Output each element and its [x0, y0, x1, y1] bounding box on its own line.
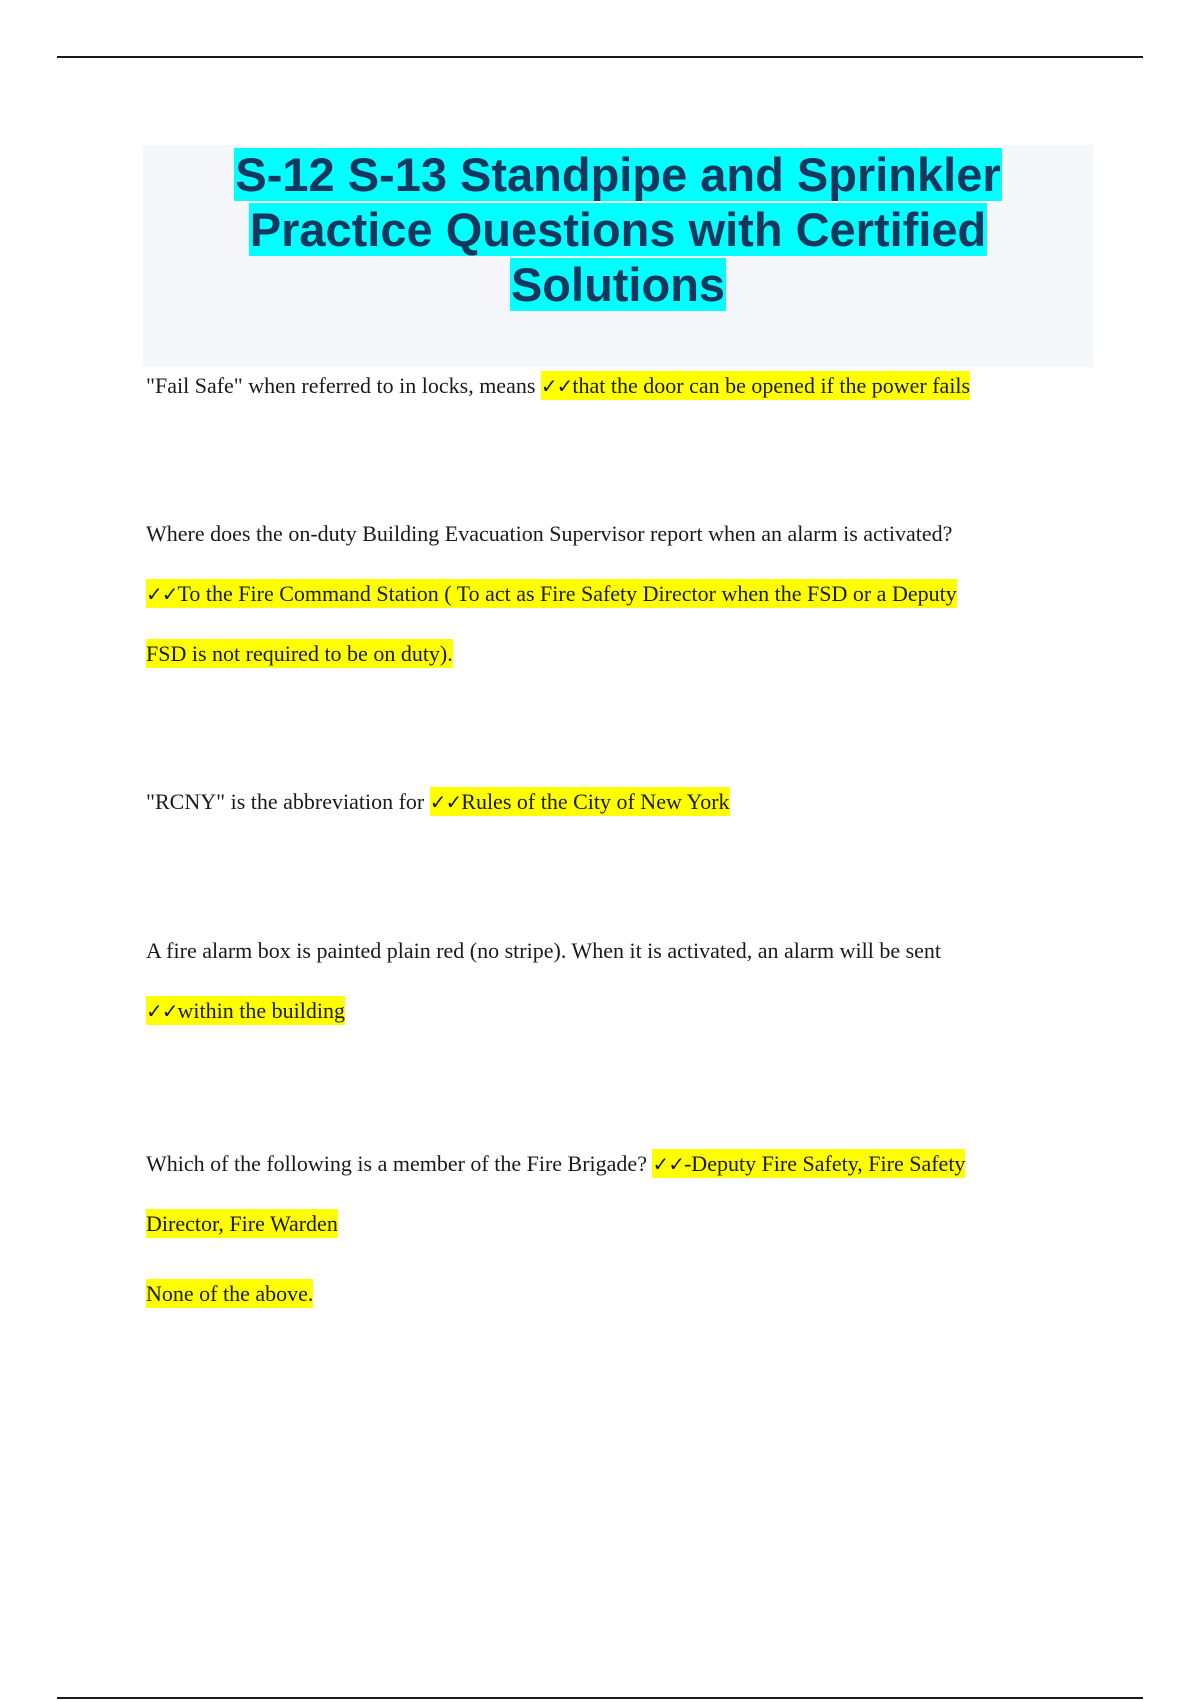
double-check-icon: ✓✓ [146, 582, 178, 606]
qa-item-1 [146, 356, 1066, 416]
answer-highlight [146, 579, 957, 608]
qa-item-2 [146, 504, 1066, 684]
answer-highlight [430, 787, 730, 816]
qa-item-5-extra [146, 1264, 1066, 1324]
title-line-3: Solutions [510, 258, 726, 311]
answer-text-line-3: None of the above. [146, 1281, 314, 1306]
double-check-icon: ✓✓ [540, 374, 573, 398]
double-check-icon: ✓✓ [429, 790, 462, 814]
answer-highlight [146, 996, 345, 1025]
title-line-1: S-12 S-13 Standpipe and Sprinkler [235, 148, 1001, 201]
question-text: Which of the following is a member of the Fire Brigade? [146, 1151, 653, 1176]
question-text: "RCNY" is the abbreviation for [146, 789, 430, 814]
header-rule [57, 56, 1143, 58]
title-line-2: Practice Questions with Certified [249, 203, 987, 256]
double-check-icon: ✓✓ [652, 1152, 684, 1176]
question-text: "Fail Safe" when referred to in locks, means [146, 373, 541, 398]
double-check-icon: ✓✓ [146, 999, 178, 1023]
answer-text: Rules of the City of New York [461, 789, 730, 814]
question-text: A fire alarm box is painted plain red (no stripe). When it is activated, an alarm will be sent [146, 938, 942, 963]
qa-item-3 [146, 772, 1066, 832]
title-box [143, 145, 1093, 367]
answer-text-line-2: FSD is not required to be on duty). [146, 641, 453, 666]
answer-text-line-2: Director, Fire Warden [146, 1211, 338, 1236]
answer-highlight [541, 371, 970, 400]
answer-text: that the door can be opened if the power fails [572, 373, 971, 398]
document-title [143, 145, 1093, 312]
question-text: Where does the on-duty Building Evacuation Supervisor report when an alarm is activated? [146, 521, 953, 546]
answer-text: within the building [177, 998, 345, 1023]
answer-text-line-1: To the Fire Command Station ( To act as Fire Safety Director when the FSD or a Deputy [177, 581, 957, 606]
answer-text-line-1: -Deputy Fire Safety, Fire Safety [683, 1151, 966, 1176]
qa-item-5 [146, 1134, 1066, 1254]
qa-item-4 [146, 921, 1066, 1041]
footer-rule [57, 1697, 1143, 1699]
answer-highlight [652, 1149, 965, 1178]
